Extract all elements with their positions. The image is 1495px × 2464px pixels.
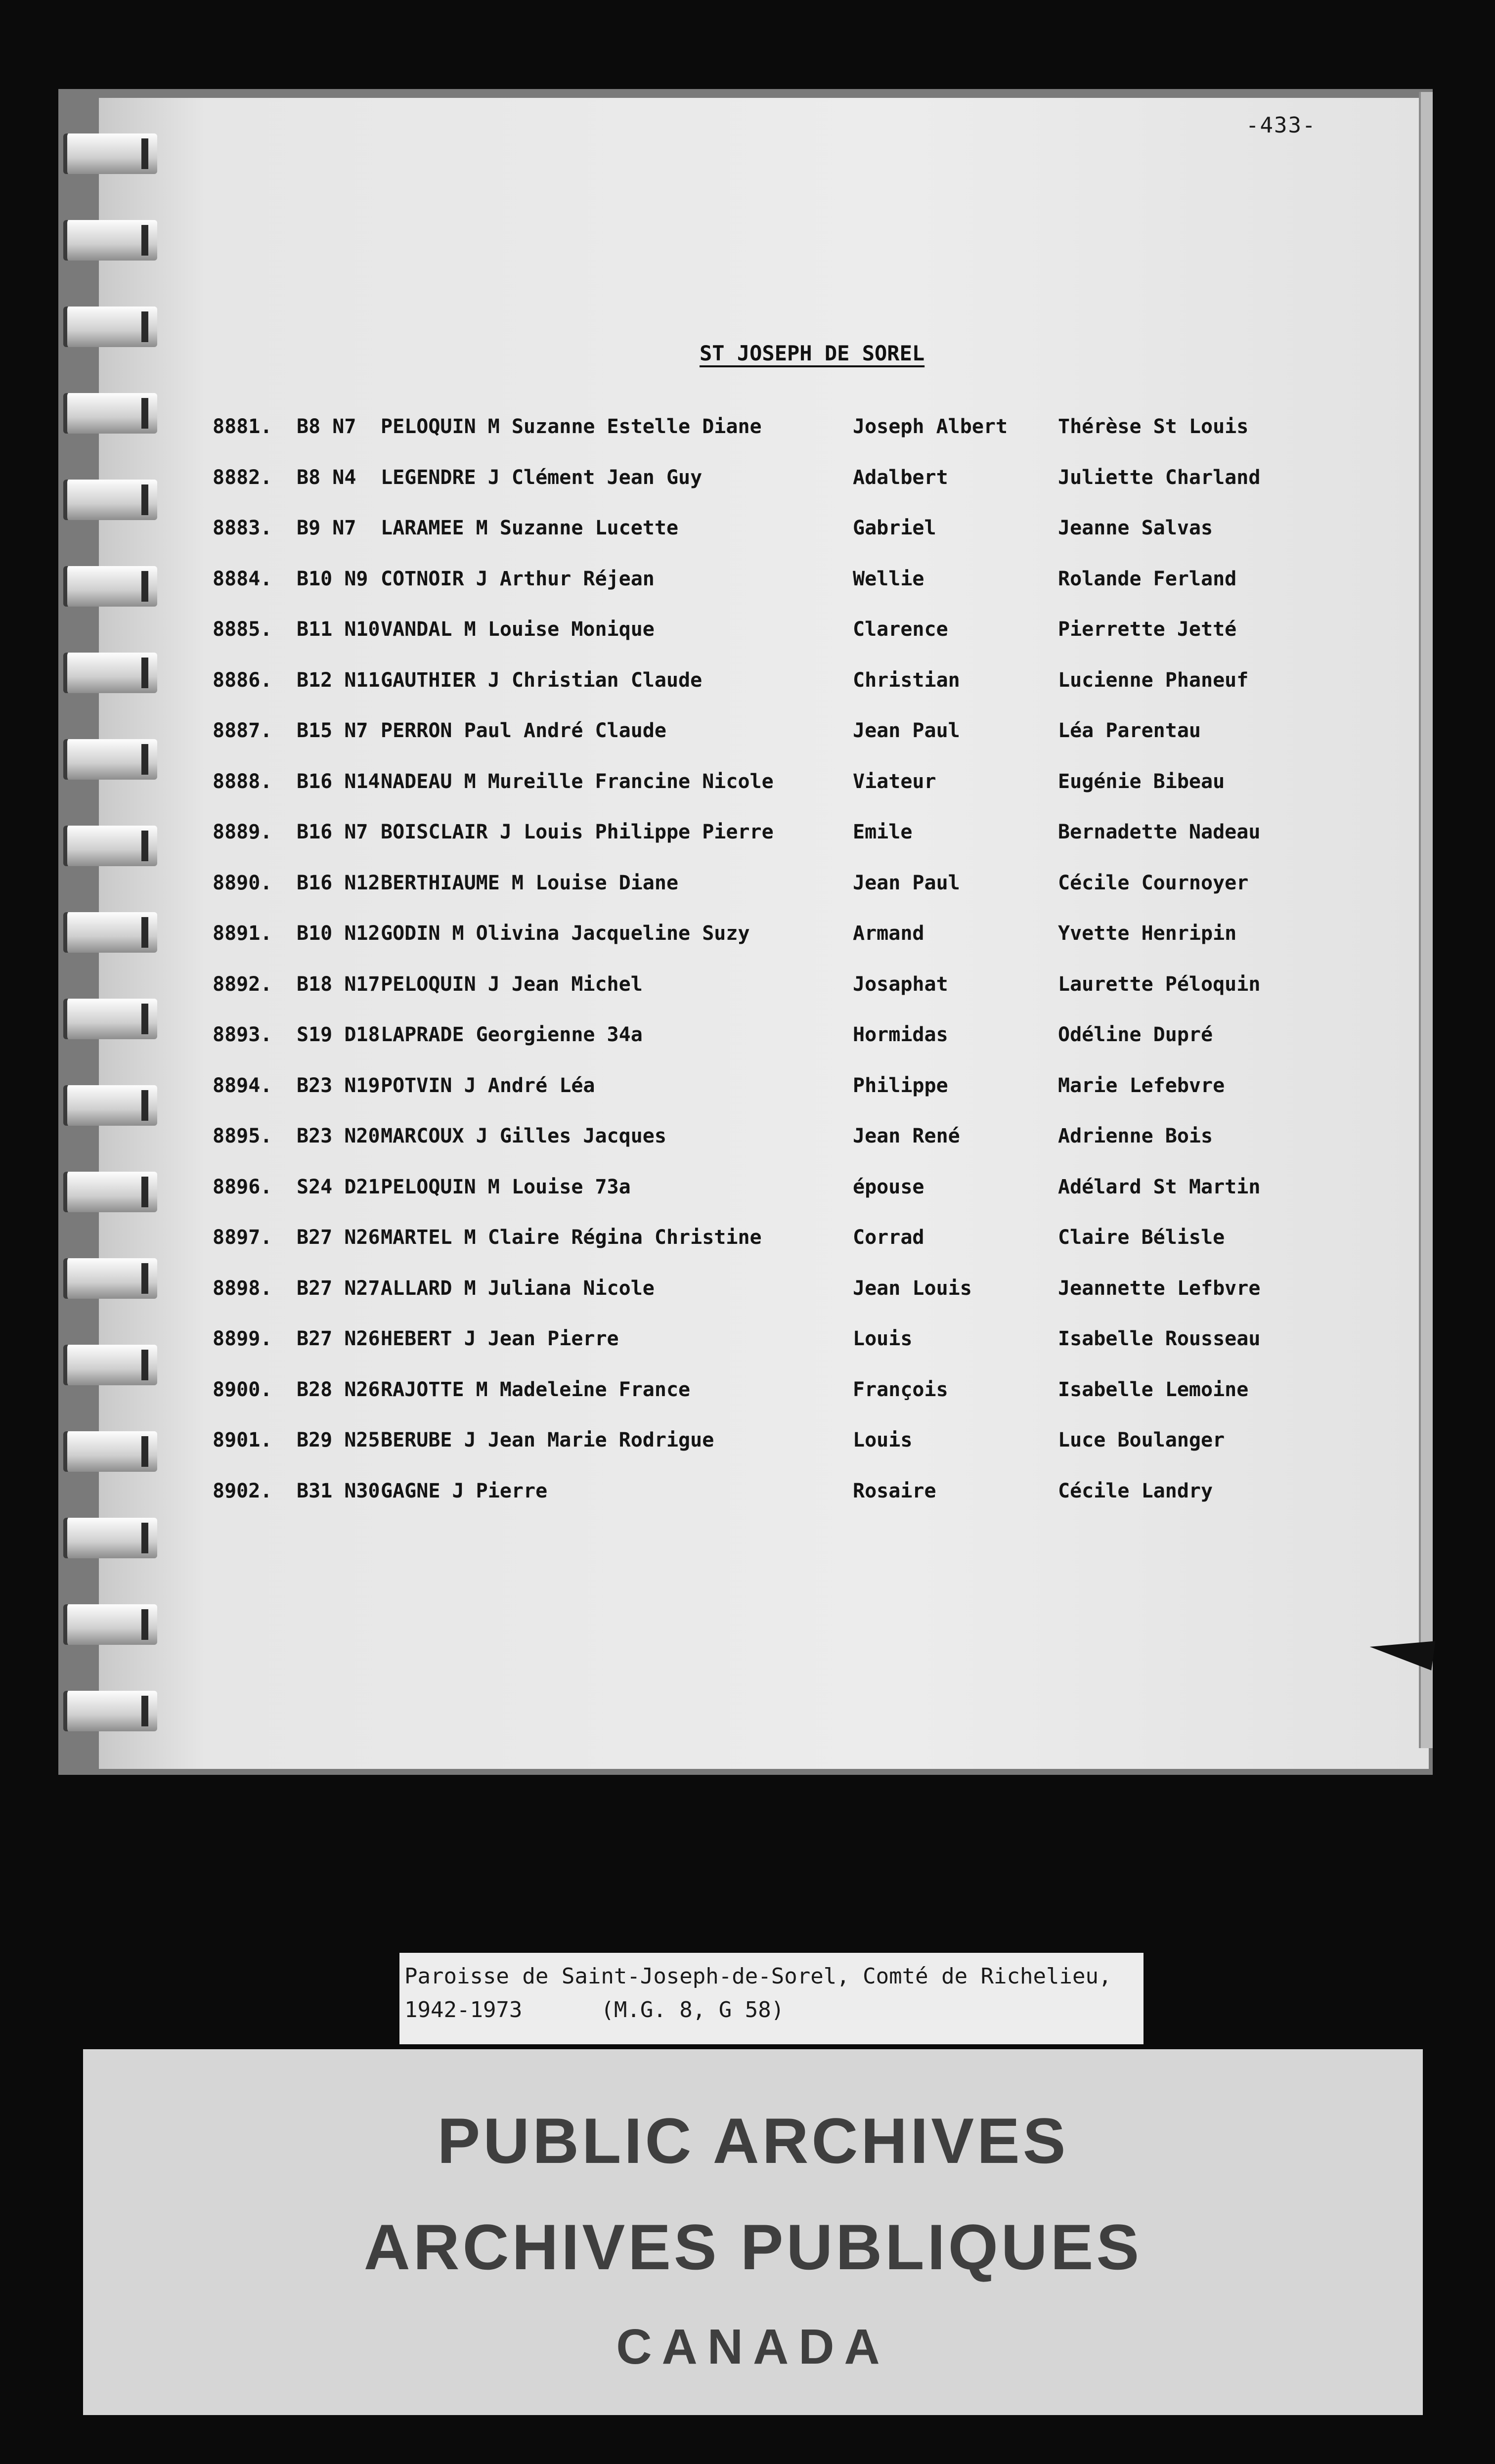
entry-mother: Bernadette Nadeau	[1058, 821, 1261, 843]
register-entry	[213, 1327, 1320, 1378]
archives-french: ARCHIVES PUBLIQUES	[363, 2211, 1143, 2283]
entry-code: S24 D21	[297, 1175, 380, 1198]
entry-name: GAGNE J Pierre	[381, 1479, 548, 1502]
entry-mother: Isabelle Lemoine	[1058, 1378, 1249, 1401]
entry-name: PELOQUIN M Suzanne Estelle Diane	[381, 415, 762, 438]
register-entry	[213, 1074, 1320, 1125]
entry-father: Adalbert	[853, 466, 948, 489]
entry-father: Viateur	[853, 770, 936, 793]
entry-number: 8896.	[213, 1175, 272, 1198]
register-entry	[213, 973, 1320, 1024]
entry-father: Rosaire	[853, 1479, 936, 1502]
entry-father: Corrad	[853, 1226, 924, 1249]
archives-plate	[83, 2049, 1423, 2415]
entry-number: 8885.	[213, 618, 272, 641]
register-entry	[213, 1277, 1320, 1328]
entry-number: 8900.	[213, 1378, 272, 1401]
register-entry	[213, 669, 1320, 720]
entry-name: LEGENDRE J Clément Jean Guy	[381, 466, 703, 489]
register-entry	[213, 872, 1320, 923]
entry-father: épouse	[853, 1175, 924, 1198]
entry-father: Josaphat	[853, 972, 948, 996]
entry-code: B8 N7	[297, 415, 356, 438]
entry-name: PELOQUIN J Jean Michel	[381, 972, 643, 996]
binding-ring	[63, 1085, 157, 1126]
entry-name: BERUBE J Jean Marie Rodrigue	[381, 1429, 714, 1452]
entry-name: HEBERT J Jean Pierre	[381, 1327, 619, 1350]
binding-ring	[63, 307, 157, 347]
spiral-binding	[58, 133, 162, 1740]
entry-code: B11 N10	[297, 618, 380, 641]
entry-code: B15 N7	[297, 719, 368, 742]
entry-mother: Cécile Landry	[1058, 1479, 1213, 1502]
entry-number: 8882.	[213, 466, 272, 489]
entry-name: LAPRADE Georgienne 34a	[381, 1023, 643, 1046]
register-entry	[213, 821, 1320, 872]
archive-label-card	[399, 1953, 1143, 2044]
entry-mother: Adrienne Bois	[1058, 1125, 1213, 1147]
entry-father: Philippe	[853, 1074, 948, 1097]
register-entry	[213, 517, 1320, 568]
entry-name: COTNOIR J Arthur Réjean	[381, 567, 655, 590]
entry-mother: Cécile Cournoyer	[1058, 871, 1249, 894]
register-entry	[213, 1480, 1320, 1531]
entry-father: Joseph Albert	[853, 415, 1008, 438]
entry-father: Emile	[853, 821, 913, 843]
entry-name: BERTHIAUME M Louise Diane	[381, 871, 679, 894]
entry-code: B16 N7	[297, 821, 368, 843]
binding-ring	[63, 1691, 157, 1731]
entry-father: Jean Paul	[853, 719, 960, 742]
page-number: -433-	[1246, 113, 1317, 138]
entry-father: François	[853, 1378, 948, 1401]
register-entry	[213, 1125, 1320, 1176]
entry-code: B28 N26	[297, 1378, 380, 1401]
label-line-2: 1942-1973 (M.G. 8, G 58)	[404, 1997, 785, 2023]
entry-mother: Lucienne Phaneuf	[1058, 668, 1249, 692]
page-title: ST JOSEPH DE SOREL	[700, 341, 925, 365]
entry-number: 8889.	[213, 821, 272, 843]
entry-code: B18 N17	[297, 972, 380, 996]
register-entry	[213, 719, 1320, 770]
entry-mother: Eugénie Bibeau	[1058, 770, 1225, 793]
entry-mother: Jeannette Lefbvre	[1058, 1276, 1261, 1300]
entry-number: 8899.	[213, 1327, 272, 1350]
binding-ring	[63, 480, 157, 520]
entry-father: Clarence	[853, 618, 948, 641]
entry-code: B12 N11	[297, 668, 380, 692]
binding-ring	[63, 739, 157, 780]
entry-name: VANDAL M Louise Monique	[381, 618, 655, 641]
entry-father: Jean Louis	[853, 1276, 972, 1300]
entry-code: S19 D18	[297, 1023, 380, 1046]
entry-mother: Adélard St Martin	[1058, 1175, 1261, 1198]
entry-mother: Pierrette Jetté	[1058, 618, 1237, 641]
entry-name: MARCOUX J Gilles Jacques	[381, 1125, 666, 1147]
entry-number: 8888.	[213, 770, 272, 793]
binding-ring	[63, 912, 157, 953]
binding-ring	[63, 133, 157, 174]
entry-name: PELOQUIN M Louise 73a	[381, 1175, 631, 1198]
register-entry	[213, 770, 1320, 821]
entry-number: 8897.	[213, 1226, 272, 1249]
entry-father: Jean René	[853, 1125, 960, 1147]
entry-number: 8898.	[213, 1276, 272, 1300]
entry-name: BOISCLAIR J Louis Philippe Pierre	[381, 821, 774, 843]
binding-ring	[63, 653, 157, 693]
register-entry	[213, 1226, 1320, 1277]
entry-code: B9 N7	[297, 517, 356, 539]
entry-name: MARTEL M Claire Régina Christine	[381, 1226, 762, 1249]
entry-number: 8887.	[213, 719, 272, 742]
entry-mother: Yvette Henripin	[1058, 922, 1237, 945]
binding-ring	[63, 1518, 157, 1558]
entry-mother: Claire Bélisle	[1058, 1226, 1225, 1249]
entry-mother: Jeanne Salvas	[1058, 517, 1213, 539]
binding-ring	[63, 826, 157, 866]
entry-name: RAJOTTE M Madeleine France	[381, 1378, 691, 1401]
entry-number: 8890.	[213, 871, 272, 894]
entry-code: B8 N4	[297, 466, 356, 489]
entry-mother: Luce Boulanger	[1058, 1429, 1225, 1452]
entry-mother: Isabelle Rousseau	[1058, 1327, 1261, 1350]
register-entry	[213, 618, 1320, 669]
register-entry	[213, 466, 1320, 517]
binding-ring	[63, 393, 157, 434]
entry-number: 8902.	[213, 1479, 272, 1502]
label-line-1: Paroisse de Saint-Joseph-de-Sorel, Comté de Richelieu,	[404, 1964, 1112, 1989]
binding-ring	[63, 999, 157, 1039]
register-entry	[213, 568, 1320, 618]
register-entry	[213, 1429, 1320, 1480]
entry-mother: Laurette Péloquin	[1058, 972, 1261, 996]
entry-code: B31 N30	[297, 1479, 380, 1502]
entry-name: GAUTHIER J Christian Claude	[381, 668, 703, 692]
binding-ring	[63, 1172, 157, 1212]
entry-code: B27 N27	[297, 1276, 380, 1300]
entry-name: PERRON Paul André Claude	[381, 719, 666, 742]
entry-mother: Odéline Dupré	[1058, 1023, 1213, 1046]
binding-ring	[63, 1258, 157, 1299]
entry-code: B16 N14	[297, 770, 380, 793]
entry-number: 8884.	[213, 567, 272, 590]
archives-english: PUBLIC ARCHIVES	[437, 2105, 1069, 2177]
entry-number: 8893.	[213, 1023, 272, 1046]
entry-code: B23 N19	[297, 1074, 380, 1097]
entry-mother: Marie Lefebvre	[1058, 1074, 1225, 1097]
entry-number: 8881.	[213, 415, 272, 438]
entry-name: POTVIN J André Léa	[381, 1074, 595, 1097]
entry-father: Jean Paul	[853, 871, 960, 894]
entry-code: B29 N25	[297, 1429, 380, 1452]
entry-mother: Léa Parentau	[1058, 719, 1201, 742]
entry-number: 8895.	[213, 1125, 272, 1147]
entry-code: B10 N9	[297, 567, 368, 590]
entry-number: 8886.	[213, 668, 272, 692]
entry-code: B23 N20	[297, 1125, 380, 1147]
binding-ring	[63, 220, 157, 261]
binding-ring	[63, 566, 157, 607]
entry-number: 8883.	[213, 517, 272, 539]
register-entry	[213, 1176, 1320, 1227]
entry-code: B16 N12	[297, 871, 380, 894]
entry-number: 8894.	[213, 1074, 272, 1097]
entry-mother: Juliette Charland	[1058, 466, 1261, 489]
archives-country: CANADA	[616, 2319, 890, 2375]
entry-father: Louis	[853, 1327, 913, 1350]
entry-code: B27 N26	[297, 1226, 380, 1249]
entry-mother: Thérèse St Louis	[1058, 415, 1249, 438]
page-edge	[1419, 92, 1433, 1748]
entry-father: Gabriel	[853, 517, 936, 539]
entry-name: NADEAU M Mureille Francine Nicole	[381, 770, 774, 793]
entry-father: Christian	[853, 668, 960, 692]
entry-name: ALLARD M Juliana Nicole	[381, 1276, 655, 1300]
entry-number: 8901.	[213, 1429, 272, 1452]
register-entry	[213, 1023, 1320, 1074]
entry-code: B27 N26	[297, 1327, 380, 1350]
register-entry	[213, 415, 1320, 466]
register-entry	[213, 922, 1320, 973]
binding-ring	[63, 1431, 157, 1472]
entry-number: 8892.	[213, 972, 272, 996]
entry-code: B10 N12	[297, 922, 380, 945]
entry-mother: Rolande Ferland	[1058, 567, 1237, 590]
entry-father: Hormidas	[853, 1023, 948, 1046]
entry-name: GODIN M Olivina Jacqueline Suzy	[381, 922, 750, 945]
entry-father: Louis	[853, 1429, 913, 1452]
entry-father: Armand	[853, 922, 924, 945]
binding-ring	[63, 1345, 157, 1385]
register-entry	[213, 1378, 1320, 1429]
entry-name: LARAMEE M Suzanne Lucette	[381, 517, 679, 539]
register-list	[213, 415, 1320, 1530]
entry-number: 8891.	[213, 922, 272, 945]
binding-ring	[63, 1604, 157, 1645]
entry-father: Wellie	[853, 567, 924, 590]
